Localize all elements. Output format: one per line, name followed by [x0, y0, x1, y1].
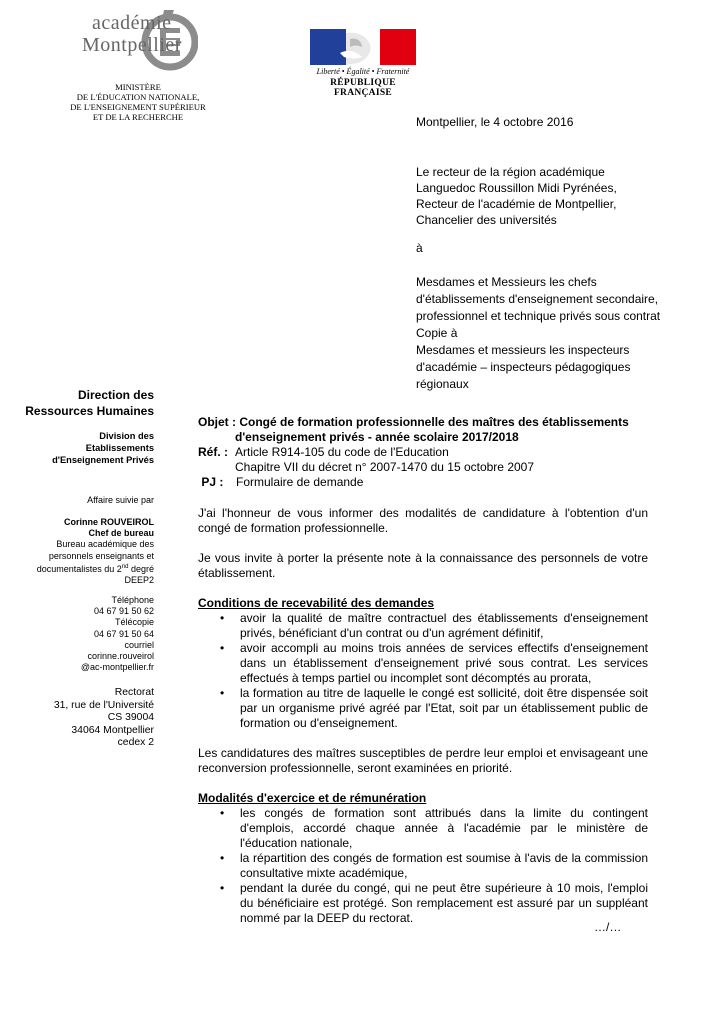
section-modalites-title: Modalités d'exercice et de rémunération: [198, 791, 427, 805]
contact-role: Chef de bureau: [88, 528, 154, 539]
ministere-line: ET DE LA RECHERCHE: [92, 112, 184, 122]
sender-line: Languedoc Roussillon Midi Pyrénées,: [416, 181, 617, 195]
bureau-degree-tail: degré: [128, 563, 154, 574]
recipient-a: à: [416, 241, 423, 255]
address-line: 31, rue de l'Université: [53, 699, 154, 711]
ministere-label: [40, 82, 236, 122]
division-line: Etablissements: [85, 442, 154, 453]
objet-text: Congé de formation professionnelle des maîtres des établissements: [239, 415, 629, 429]
pj-row: [198, 475, 648, 490]
contact-numbers: [81, 595, 154, 673]
list-item: • les congés de formation sont attribués dans la limite du contingent d'emplois, accordé chaque année à l'académie par le ministère de l'éducation nationale,: [198, 806, 648, 851]
bureau-line: personnels enseignants et: [48, 550, 154, 561]
ministere-line: DE L'ENSEIGNEMENT SUPÉRIEUR: [70, 102, 206, 112]
copie-label: Copie à: [416, 326, 458, 340]
rf-name: RÉPUBLIQUE FRANÇAISE: [330, 78, 396, 98]
list-item: • pendant la durée du congé, qui ne peut être supérieure à 10 mois, l'emploi du bénéficiaire est protégé. Son remplacement est assuré par un suppléant nommé par la DEEP du rectorat.: [198, 881, 648, 926]
pj-value: Formulaire de demande: [236, 475, 364, 489]
telecopie-number: 04 67 91 50 64: [93, 628, 154, 639]
address-line: cedex 2: [117, 737, 154, 749]
contact-block: [37, 517, 154, 586]
objet-label: Objet :: [198, 415, 240, 429]
division-title: [52, 431, 154, 466]
paragraph-diffusion: Je vous invite à porter la présente note à la connaissance des personnels de votre établissement.: [198, 551, 648, 580]
division-line: d'Enseignement Privés: [52, 454, 154, 465]
sender-line: Le recteur de la région académique: [416, 165, 605, 179]
recipient-block: [416, 274, 678, 393]
bureau-line: DEEP2: [124, 575, 154, 586]
rf-motto: Liberté • Égalité • Fraternité: [316, 67, 410, 76]
telecopie-label: Télécopie: [114, 617, 154, 628]
telephone-number: 04 67 91 50 62: [93, 606, 154, 617]
sender-block: [416, 164, 617, 228]
ref-row: [198, 445, 648, 460]
letter-body: [198, 415, 648, 926]
email-domain: @ac-montpellier.fr: [80, 662, 154, 673]
list-item: • avoir la qualité de maître contractuel des établissements d'enseignement privés, bénéficiant d'un contrat ou d'un agrément définitif,: [198, 611, 648, 641]
ref-label: Réf. :: [198, 445, 228, 459]
marianne-flag-logo-icon: [310, 29, 416, 65]
objet-row: [198, 415, 648, 430]
affaire-suivie-label: Affaire suivie par: [87, 495, 154, 505]
section-conditions-title: Conditions de recevabilité des demandes: [198, 596, 435, 610]
sender-line: Recteur de l'académie de Montpellier,: [416, 197, 617, 211]
address-line: 34064 Montpellier: [71, 724, 154, 736]
address-line: CS 39004: [107, 712, 154, 724]
ref-line2: Chapitre VII du décret n° 2007-1470 du 15 octobre 2007: [235, 460, 535, 474]
bureau-degree-text: documentalistes du 2: [36, 563, 122, 574]
direction-line: Ressources Humaines: [25, 403, 154, 418]
direction-line: Direction des: [77, 388, 154, 402]
modalites-list: [198, 806, 648, 926]
courriel-label: courriel: [124, 639, 154, 650]
address-line: Rectorat: [114, 687, 154, 698]
conditions-list: [198, 611, 648, 731]
contact-name: Corinne ROUVEIROL: [63, 517, 154, 527]
letter-date: Montpellier, le 4 octobre 2016: [416, 115, 574, 129]
ref-line1: Article R914-105 du code de l'Education: [235, 445, 449, 459]
list-item: • la répartition des congés de formation est soumise à l'avis de la commission consultative mixte académique,: [198, 851, 648, 881]
list-item: • avoir accompli au moins trois années de services effectifs d'enseignement dans un établissement d'enseignement privé sous contrat. Les services effectués à temps partiel ou incomplet sont décomptés au prorata,: [198, 641, 648, 686]
pj-label: PJ :: [198, 475, 224, 489]
academie-logo-line2: Montpellier: [82, 34, 182, 56]
page-continuation: …/…: [594, 920, 622, 934]
sender-line: Chancelier des universités: [416, 213, 557, 227]
recipient-main: Mesdames et Messieurs les chefs d'établissements d'enseignement secondaire, professionnel et technique privés sous contrat: [416, 275, 661, 323]
paragraph-intro: J'ai l'honneur de vous informer des modalités de candidature à l'obtention d'un congé de formation professionnelle.: [198, 506, 648, 535]
bureau-line-degree: [37, 562, 154, 575]
paragraph-priority: Les candidatures des maîtres susceptibles de perdre leur emploi et envisageant une reconversion professionnelle, seront examinées en priorité.: [198, 746, 648, 775]
address-block: [54, 687, 154, 750]
ministere-line: MINISTÈRE: [115, 82, 161, 92]
ministere-line: DE L'ÉDUCATION NATIONALE,: [76, 92, 200, 102]
bureau-line: Bureau académique des: [56, 539, 154, 550]
email-local-part: corinne.rouveirol: [87, 651, 154, 662]
direction-title: [25, 388, 154, 419]
academie-logo-line1: académie: [92, 12, 172, 34]
bureau-degree-sup: nd: [121, 563, 129, 570]
copie-recipients: Mesdames et messieurs les inspecteurs d'académie – inspecteurs pédagogiques régionaux: [416, 343, 631, 391]
telephone-label: Téléphone: [111, 595, 154, 605]
list-item: • la formation au titre de laquelle le congé est sollicité, doit être dispensée soit par un organisme privé agréé par l'Etat, soit par un établissement public de formation ou d'enseignement.: [198, 686, 648, 731]
objet-text-line2: d'enseignement privés - année scolaire 2017/2018: [235, 430, 519, 444]
division-line: Division des: [99, 431, 154, 441]
